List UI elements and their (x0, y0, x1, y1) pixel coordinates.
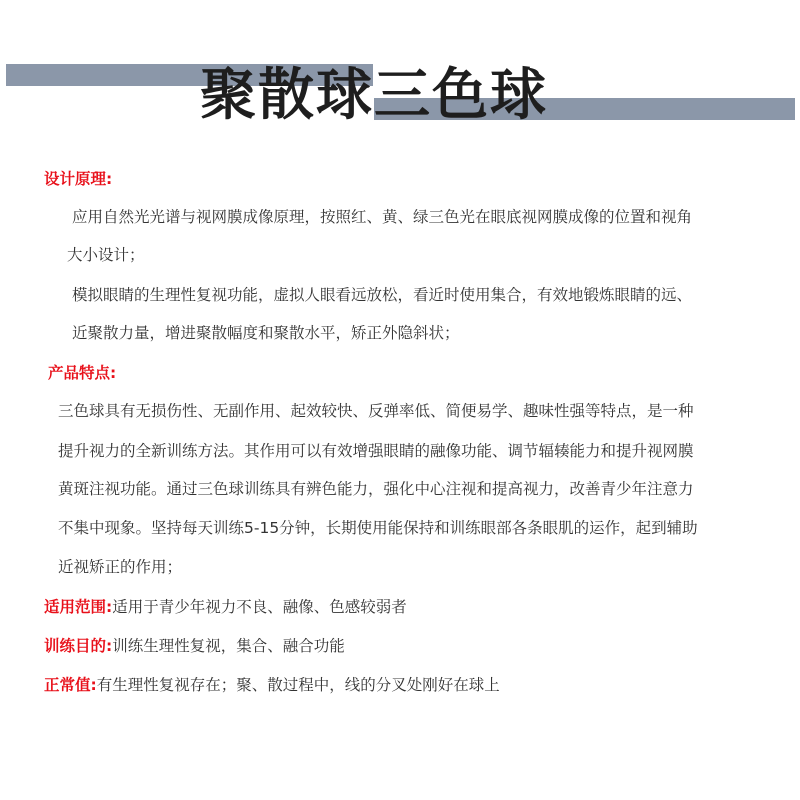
features-line1: 三色球具有无损伤性、无副作用、起效较快、反弹率低、简便易学、趣味性强等特点，是一种 (58, 402, 694, 420)
page-title: 聚散球三色球 (200, 63, 548, 128)
features-line5: 近视矫正的作用； (58, 558, 183, 576)
design-p2-line1: 模拟眼睛的生理性复视功能，虚拟人眼看远放松，看近时使用集合，有效地锻炼眼睛的远、 (72, 286, 693, 304)
scope-row (44, 595, 407, 619)
normal-text: 有生理性复视存在；聚、散过程中，线的分叉处刚好在球上 (96, 676, 500, 694)
design-p1-line1: 应用自然光光谱与视网膜成像原理，按照红、黄、绿三色光在眼底视网膜成像的位置和视角 (72, 208, 693, 226)
normal-label: 正常值: (44, 676, 97, 694)
features-line2: 提升视力的全新训练方法。其作用可以有效增强眼睛的融像功能、调节辐辏能力和提升视网膜 (58, 442, 694, 460)
features-line4: 不集中现象。坚持每天训练5-15分钟，长期使用能保持和训练眼部各条眼肌的运作，起到辅助 (58, 519, 698, 537)
product-features-label: 产品特点: (48, 364, 117, 382)
scope-text: 适用于青少年视力不良、融像、色感较弱者 (112, 598, 407, 616)
design-p2-line2: 近聚散力量，增进聚散幅度和聚散水平，矫正外隐斜状； (72, 324, 460, 342)
scope-label: 适用范围: (44, 598, 113, 616)
purpose-text: 训练生理性复视，集合、融合功能 (112, 637, 345, 655)
purpose-row (44, 634, 345, 658)
design-principle-label: 设计原理: (44, 170, 113, 188)
normal-row (44, 673, 500, 697)
design-p1-line2: 大小设计； (67, 246, 145, 264)
purpose-label: 训练目的: (44, 637, 113, 655)
features-line3: 黄斑注视功能。通过三色球训练具有辨色能力，强化中心注视和提高视力，改善青少年注意力 (58, 480, 694, 498)
